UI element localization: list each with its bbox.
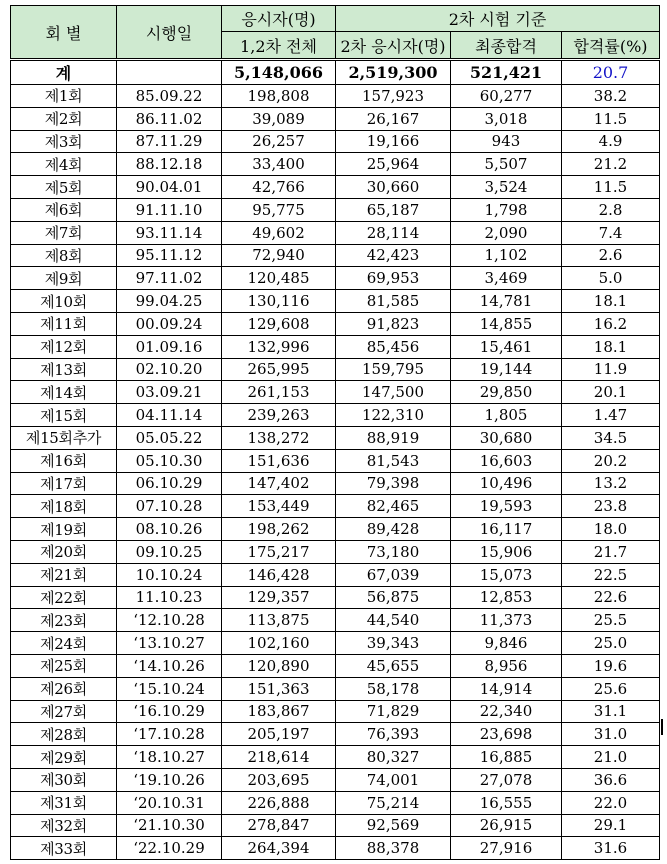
cell-date: ‘19.10.26 (117, 768, 222, 791)
cell-session: 제23회 (11, 609, 117, 632)
cell-date: 09.10.25 (117, 540, 222, 563)
cell-applicants: 102,160 (222, 632, 336, 655)
cell-date: 02.10.20 (117, 358, 222, 381)
cell-pass-rate: 21.2 (562, 153, 660, 176)
cell-pass-rate: 18.1 (562, 335, 660, 358)
cell-applicants: 120,485 (222, 267, 336, 290)
cell-session: 제29회 (11, 746, 117, 769)
cell-applicants: 205,197 (222, 723, 336, 746)
cell-date: ‘16.10.29 (117, 700, 222, 723)
cell-second-applicants: 19,166 (336, 130, 451, 153)
cell-final-pass: 2,090 (451, 221, 562, 244)
cell-applicants: 39,089 (222, 107, 336, 130)
cell-applicants: 264,394 (222, 837, 336, 860)
cell-final-pass: 60,277 (451, 85, 562, 108)
cell-pass-rate: 4.9 (562, 130, 660, 153)
cell-session: 제8회 (11, 244, 117, 267)
cell-pass-rate: 11.5 (562, 176, 660, 199)
table-row (11, 426, 660, 449)
cell-second-applicants: 76,393 (336, 723, 451, 746)
cell-final-pass: 22,340 (451, 700, 562, 723)
cell-final-pass: 16,117 (451, 518, 562, 541)
cell-final-pass: 16,603 (451, 449, 562, 472)
table-row (11, 495, 660, 518)
cell-session: 제1회 (11, 85, 117, 108)
header-row-1 (11, 6, 660, 32)
cell-second-applicants: 147,500 (336, 381, 451, 404)
cell-date: 01.09.16 (117, 335, 222, 358)
cell-date: ‘14.10.26 (117, 654, 222, 677)
cell-pass-rate: 18.0 (562, 518, 660, 541)
cell-second-applicants: 82,465 (336, 495, 451, 518)
cell-pass-rate: 31.6 (562, 837, 660, 860)
cell-final-pass: 10,496 (451, 472, 562, 495)
cell-second-applicants: 58,178 (336, 677, 451, 700)
cell-session: 제24회 (11, 632, 117, 655)
cell-pass-rate: 21.0 (562, 746, 660, 769)
cell-applicants: 49,602 (222, 221, 336, 244)
table-row (11, 335, 660, 358)
total-applicants: 5,148,066 (222, 60, 336, 85)
cell-date: 11.10.23 (117, 586, 222, 609)
cell-applicants: 26,257 (222, 130, 336, 153)
cell-pass-rate: 22.5 (562, 563, 660, 586)
header-applicants-sub: 1,2차 전체 (222, 32, 336, 60)
cell-final-pass: 30,680 (451, 426, 562, 449)
cell-date: ‘17.10.28 (117, 723, 222, 746)
cell-date: ‘21.10.30 (117, 814, 222, 837)
exam-statistics-table (10, 5, 660, 860)
cell-pass-rate: 21.7 (562, 540, 660, 563)
table-row (11, 677, 660, 700)
cell-session: 제16회 (11, 449, 117, 472)
cell-applicants: 130,116 (222, 290, 336, 313)
cell-pass-rate: 19.6 (562, 654, 660, 677)
table-row (11, 814, 660, 837)
cell-second-applicants: 159,795 (336, 358, 451, 381)
cell-date: 86.11.02 (117, 107, 222, 130)
table-row (11, 632, 660, 655)
cell-date: 90.04.01 (117, 176, 222, 199)
cell-final-pass: 1,102 (451, 244, 562, 267)
table-row (11, 381, 660, 404)
cell-date: 99.04.25 (117, 290, 222, 313)
cell-applicants: 120,890 (222, 654, 336, 677)
cell-date: 85.09.22 (117, 85, 222, 108)
cell-final-pass: 1,805 (451, 404, 562, 427)
cell-applicants: 129,357 (222, 586, 336, 609)
table-row (11, 472, 660, 495)
cell-second-applicants: 85,456 (336, 335, 451, 358)
table-row (11, 290, 660, 313)
cell-second-applicants: 81,543 (336, 449, 451, 472)
cell-date: 87.11.29 (117, 130, 222, 153)
cell-pass-rate: 36.6 (562, 768, 660, 791)
cell-session: 제6회 (11, 198, 117, 221)
cell-session: 제17회 (11, 472, 117, 495)
table-row (11, 746, 660, 769)
header-date: 시행일 (117, 6, 222, 60)
cell-date: 91.11.10 (117, 198, 222, 221)
cell-pass-rate: 1.47 (562, 404, 660, 427)
total-second-applicants: 2,519,300 (336, 60, 451, 85)
cell-date: 06.10.29 (117, 472, 222, 495)
table-row (11, 791, 660, 814)
cell-second-applicants: 74,001 (336, 768, 451, 791)
table-row (11, 768, 660, 791)
cell-session: 제15회추가 (11, 426, 117, 449)
cell-applicants: 175,217 (222, 540, 336, 563)
cell-applicants: 42,766 (222, 176, 336, 199)
cell-applicants: 72,940 (222, 244, 336, 267)
cell-final-pass: 16,885 (451, 746, 562, 769)
cell-date: ‘18.10.27 (117, 746, 222, 769)
cell-applicants: 278,847 (222, 814, 336, 837)
table-row (11, 540, 660, 563)
cell-second-applicants: 80,327 (336, 746, 451, 769)
cell-final-pass: 943 (451, 130, 562, 153)
cell-final-pass: 16,555 (451, 791, 562, 814)
cell-second-applicants: 71,829 (336, 700, 451, 723)
cell-session: 제13회 (11, 358, 117, 381)
cell-applicants: 239,263 (222, 404, 336, 427)
cell-final-pass: 14,914 (451, 677, 562, 700)
cell-applicants: 132,996 (222, 335, 336, 358)
cell-final-pass: 9,846 (451, 632, 562, 655)
cell-second-applicants: 44,540 (336, 609, 451, 632)
cell-final-pass: 3,469 (451, 267, 562, 290)
cell-pass-rate: 13.2 (562, 472, 660, 495)
cell-second-applicants: 92,569 (336, 814, 451, 837)
cell-applicants: 146,428 (222, 563, 336, 586)
cell-date: 04.11.14 (117, 404, 222, 427)
cell-final-pass: 1,798 (451, 198, 562, 221)
cell-session: 제2회 (11, 107, 117, 130)
cell-second-applicants: 88,378 (336, 837, 451, 860)
cell-second-applicants: 91,823 (336, 312, 451, 335)
cell-session: 제25회 (11, 654, 117, 677)
cell-session: 제31회 (11, 791, 117, 814)
total-label: 계 (11, 60, 117, 85)
table-row (11, 358, 660, 381)
cell-second-applicants: 89,428 (336, 518, 451, 541)
cell-session: 제4회 (11, 153, 117, 176)
cell-final-pass: 19,144 (451, 358, 562, 381)
cell-pass-rate: 16.2 (562, 312, 660, 335)
table-row (11, 837, 660, 860)
header-second-exam-group: 2차 시험 기준 (336, 6, 660, 32)
cell-final-pass: 3,524 (451, 176, 562, 199)
cell-applicants: 198,262 (222, 518, 336, 541)
cell-second-applicants: 42,423 (336, 244, 451, 267)
cell-session: 제7회 (11, 221, 117, 244)
cell-applicants: 265,995 (222, 358, 336, 381)
total-final-pass: 521,421 (451, 60, 562, 85)
cell-session: 제30회 (11, 768, 117, 791)
cell-second-applicants: 81,585 (336, 290, 451, 313)
header-applicants: 응시자(명) (222, 6, 336, 32)
cell-pass-rate: 22.6 (562, 586, 660, 609)
cell-pass-rate: 2.6 (562, 244, 660, 267)
cell-second-applicants: 79,398 (336, 472, 451, 495)
cell-applicants: 33,400 (222, 153, 336, 176)
cell-final-pass: 3,018 (451, 107, 562, 130)
table-row (11, 107, 660, 130)
cell-date: 07.10.28 (117, 495, 222, 518)
cell-session: 제19회 (11, 518, 117, 541)
cell-date: 00.09.24 (117, 312, 222, 335)
cell-pass-rate: 23.8 (562, 495, 660, 518)
cell-applicants: 151,636 (222, 449, 336, 472)
cell-final-pass: 14,781 (451, 290, 562, 313)
total-row (11, 60, 660, 85)
cell-session: 제22회 (11, 586, 117, 609)
cell-applicants: 226,888 (222, 791, 336, 814)
cell-final-pass: 29,850 (451, 381, 562, 404)
table-row (11, 221, 660, 244)
cell-session: 제33회 (11, 837, 117, 860)
table-header (11, 6, 660, 60)
cell-applicants: 95,775 (222, 198, 336, 221)
cell-pass-rate: 25.0 (562, 632, 660, 655)
cell-applicants: 153,449 (222, 495, 336, 518)
cell-final-pass: 15,906 (451, 540, 562, 563)
cell-pass-rate: 29.1 (562, 814, 660, 837)
cell-final-pass: 15,461 (451, 335, 562, 358)
cell-date: ‘15.10.24 (117, 677, 222, 700)
cell-pass-rate: 5.0 (562, 267, 660, 290)
cell-pass-rate: 20.1 (562, 381, 660, 404)
cell-session: 제21회 (11, 563, 117, 586)
cell-final-pass: 12,853 (451, 586, 562, 609)
header-final-pass: 최종합격 (451, 32, 562, 60)
table-row (11, 449, 660, 472)
table-row (11, 586, 660, 609)
cell-date: 88.12.18 (117, 153, 222, 176)
cell-date: ‘13.10.27 (117, 632, 222, 655)
total-date (117, 60, 222, 85)
cell-pass-rate: 18.1 (562, 290, 660, 313)
header-pass-rate: 합격률(%) (562, 32, 660, 60)
cell-second-applicants: 30,660 (336, 176, 451, 199)
cell-date: 08.10.26 (117, 518, 222, 541)
cell-session: 제20회 (11, 540, 117, 563)
table-row (11, 198, 660, 221)
table-row (11, 130, 660, 153)
cell-applicants: 183,867 (222, 700, 336, 723)
table-body (11, 60, 660, 860)
cell-pass-rate: 25.5 (562, 609, 660, 632)
cell-pass-rate: 25.6 (562, 677, 660, 700)
total-pass-rate: 20.7 (562, 60, 660, 85)
cell-second-applicants: 65,187 (336, 198, 451, 221)
cell-session: 제15회 (11, 404, 117, 427)
cell-session: 제32회 (11, 814, 117, 837)
cell-second-applicants: 39,343 (336, 632, 451, 655)
cell-final-pass: 11,373 (451, 609, 562, 632)
cell-second-applicants: 56,875 (336, 586, 451, 609)
cell-second-applicants: 26,167 (336, 107, 451, 130)
cell-session: 제27회 (11, 700, 117, 723)
cell-second-applicants: 122,310 (336, 404, 451, 427)
cell-second-applicants: 73,180 (336, 540, 451, 563)
table-row (11, 563, 660, 586)
cell-final-pass: 8,956 (451, 654, 562, 677)
cell-second-applicants: 88,919 (336, 426, 451, 449)
cell-final-pass: 19,593 (451, 495, 562, 518)
cell-applicants: 198,808 (222, 85, 336, 108)
cell-date: 03.09.21 (117, 381, 222, 404)
cell-final-pass: 5,507 (451, 153, 562, 176)
cell-session: 제14회 (11, 381, 117, 404)
table-row (11, 244, 660, 267)
cell-second-applicants: 157,923 (336, 85, 451, 108)
table-row (11, 404, 660, 427)
cell-date: 05.10.30 (117, 449, 222, 472)
cell-final-pass: 23,698 (451, 723, 562, 746)
cell-applicants: 203,695 (222, 768, 336, 791)
cell-pass-rate: 20.2 (562, 449, 660, 472)
table-row (11, 85, 660, 108)
cell-session: 제18회 (11, 495, 117, 518)
cell-session: 제3회 (11, 130, 117, 153)
cell-session: 제28회 (11, 723, 117, 746)
header-second-applicants: 2차 응시자(명) (336, 32, 451, 60)
cell-session: 제26회 (11, 677, 117, 700)
cell-applicants: 147,402 (222, 472, 336, 495)
cell-applicants: 113,875 (222, 609, 336, 632)
table-row (11, 700, 660, 723)
table-row (11, 176, 660, 199)
edge-marker (661, 719, 663, 735)
cell-session: 제12회 (11, 335, 117, 358)
cell-second-applicants: 69,953 (336, 267, 451, 290)
table-row (11, 267, 660, 290)
cell-final-pass: 27,916 (451, 837, 562, 860)
cell-final-pass: 15,073 (451, 563, 562, 586)
table-row (11, 609, 660, 632)
cell-date: 93.11.14 (117, 221, 222, 244)
cell-date: ‘12.10.28 (117, 609, 222, 632)
cell-pass-rate: 31.1 (562, 700, 660, 723)
cell-pass-rate: 38.2 (562, 85, 660, 108)
cell-applicants: 138,272 (222, 426, 336, 449)
cell-date: ‘20.10.31 (117, 791, 222, 814)
cell-pass-rate: 34.5 (562, 426, 660, 449)
header-session: 회 별 (11, 6, 117, 60)
cell-session: 제5회 (11, 176, 117, 199)
cell-applicants: 261,153 (222, 381, 336, 404)
cell-applicants: 218,614 (222, 746, 336, 769)
cell-final-pass: 14,855 (451, 312, 562, 335)
cell-pass-rate: 22.0 (562, 791, 660, 814)
table-row (11, 312, 660, 335)
table-row (11, 654, 660, 677)
cell-date: 97.11.02 (117, 267, 222, 290)
table-row (11, 723, 660, 746)
cell-pass-rate: 11.5 (562, 107, 660, 130)
cell-date: 05.05.22 (117, 426, 222, 449)
table-row (11, 518, 660, 541)
cell-final-pass: 26,915 (451, 814, 562, 837)
cell-pass-rate: 7.4 (562, 221, 660, 244)
cell-second-applicants: 67,039 (336, 563, 451, 586)
cell-final-pass: 27,078 (451, 768, 562, 791)
cell-pass-rate: 2.8 (562, 198, 660, 221)
cell-second-applicants: 45,655 (336, 654, 451, 677)
cell-second-applicants: 28,114 (336, 221, 451, 244)
table-row (11, 153, 660, 176)
cell-applicants: 129,608 (222, 312, 336, 335)
cell-pass-rate: 11.9 (562, 358, 660, 381)
cell-second-applicants: 25,964 (336, 153, 451, 176)
cell-date: 95.11.12 (117, 244, 222, 267)
cell-applicants: 151,363 (222, 677, 336, 700)
cell-second-applicants: 75,214 (336, 791, 451, 814)
cell-date: 10.10.24 (117, 563, 222, 586)
cell-date: ‘22.10.29 (117, 837, 222, 860)
cell-session: 제10회 (11, 290, 117, 313)
cell-pass-rate: 31.0 (562, 723, 660, 746)
cell-session: 제11회 (11, 312, 117, 335)
cell-session: 제9회 (11, 267, 117, 290)
